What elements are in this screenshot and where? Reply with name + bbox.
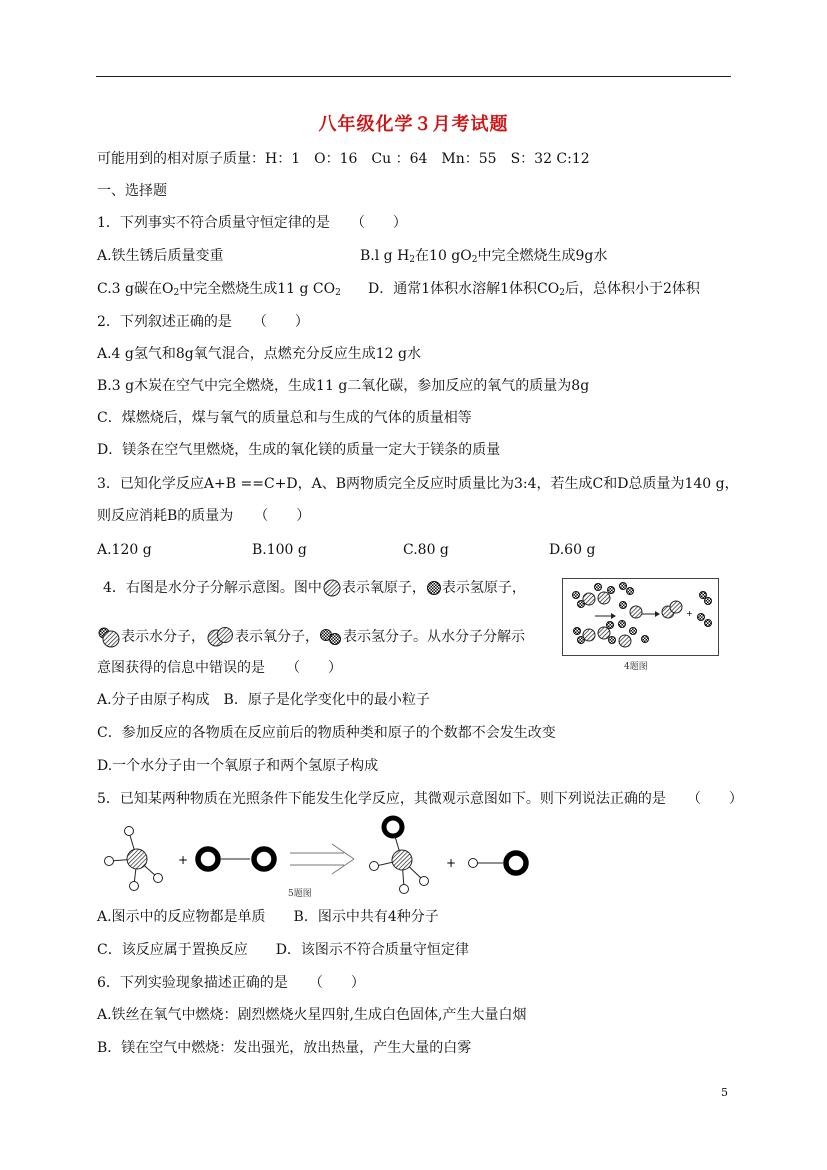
page-number: 5 <box>721 1086 728 1099</box>
q1-option-a: A.铁生锈后质量变重 <box>97 248 224 264</box>
q1-option-d: D．通常1体积水溶解1体积$CO_2$后，总体积小于2体积 <box>368 281 700 298</box>
plus-sign: + <box>178 853 189 867</box>
q3-option-a: A.120 g <box>97 542 152 558</box>
q3-option-b: B.100 g <box>252 542 307 558</box>
q4-stem-line3: 意图获得的信息中错误的是 （ ） <box>97 660 342 676</box>
page-title: 八年级化学３月考试题 <box>318 114 509 135</box>
q1-stem: 1．下列事实不符合质量守恒定律的是 （ ） <box>97 215 407 231</box>
q1-option-b: B.l g $H_2$在10 $gO_2$中完全燃烧生成9g水 <box>360 248 608 265</box>
q5-stem: 5．已知某两种物质在光照条件下能发生化学反应，其微观示意图如下。则下列说法正确的是 （ ） <box>97 791 743 807</box>
atomic-masses: 可能用到的相对原子质量：H：1 O：16 Cu ：64 Mn：55 S：32 C:12 <box>97 151 590 167</box>
q4-option-d: D.一个水分子由一个氧原子和两个氢原子构成 <box>97 758 379 774</box>
q2-option-d: D．镁条在空气里燃烧，生成的氧化镁的质量一定大于镁条的质量 <box>97 442 501 458</box>
section-heading: 一、选择题 <box>97 183 167 199</box>
hydrogen-molecule <box>700 592 712 605</box>
figure-4-diagram <box>563 579 718 655</box>
q3-stem-line1: 3．已知化学反应A+B ==C+D，A、B两物质完全反应时质量比为3:4，若生成C和D总质量为140 g， <box>97 476 739 492</box>
header-rule <box>96 76 731 77</box>
q4-option-c: C．参加反应的各物质在反应前后的物质种类和原子的个数都不会发生改变 <box>97 725 556 741</box>
q3-option-c: C.80 g <box>403 542 449 558</box>
figure-5-caption: 5题图 <box>288 889 312 899</box>
figure-4-caption: 4题图 <box>624 662 648 672</box>
arrow-icon <box>641 611 660 617</box>
reaction-arrow-icon <box>290 844 354 874</box>
figure-5-reaction-diagram <box>96 815 556 900</box>
q4-stem-line2: 表示水分子， 表示氧分子， 表示氢分子。从水分子分解示 <box>97 626 525 648</box>
hydrogen-molecule <box>698 614 712 627</box>
q4-options-ab: A.分子由原子构成 B．原子是化学变化中的最小粒子 <box>97 692 430 708</box>
water-molecule <box>598 622 616 644</box>
product-molecule-a <box>370 818 429 894</box>
q2-option-c: C．煤燃烧后，煤与氧气的质量总和与生成的气体的质量相等 <box>97 410 472 426</box>
water-molecule <box>595 584 615 605</box>
separated-atoms <box>619 583 649 648</box>
water-molecule-icon <box>97 626 121 648</box>
oxygen-atom-icon <box>322 579 342 597</box>
water-molecule <box>574 628 596 644</box>
arrow-icon <box>595 613 616 619</box>
q6-stem: 6．下列实验现象描述正确的是 （ ） <box>97 975 365 991</box>
q4-stem-line1: 4．右图是水分子分解示意图。图中 表示氧原子， 表示氢原子， <box>103 580 526 596</box>
oxygen-molecule <box>662 601 682 618</box>
q2-option-a: A.4 g氢气和8g氧气混合，点燃充分反应生成12 g水 <box>97 346 421 362</box>
q3-stem-line2: 则反应消耗B的质量为 （ ） <box>97 508 311 524</box>
product-molecule-b <box>469 853 527 873</box>
q3-option-d: D.60 g <box>549 542 596 558</box>
plus-sign: + <box>446 856 457 870</box>
oxygen-molecule-icon <box>205 627 235 647</box>
q5-options-cd: C．该反应属于置换反应 D．该图示不符合质量守恒定律 <box>97 942 469 958</box>
hydrogen-atom-icon <box>426 580 442 596</box>
q6-option-b: B．镁在空气中燃烧：发出强光，放出热量，产生大量的白雾 <box>97 1040 472 1056</box>
q2-option-b: B.3 g木炭在空气中完全燃烧，生成11 g二氧化碳，参加反应的氧气的质量为8g <box>97 378 590 394</box>
reactant-molecule-a <box>105 827 163 891</box>
water-molecule <box>573 592 596 608</box>
hydrogen-molecule-icon <box>319 628 343 646</box>
figure-4-water-decomposition <box>562 578 719 656</box>
plus-sign: + <box>686 609 693 618</box>
reactant-molecule-b <box>198 849 274 869</box>
q5-options-ab: A.图示中的反应物都是单质 B．图示中共有4种分子 <box>97 909 439 925</box>
q2-stem: 2．下列叙述正确的是 （ ） <box>97 314 309 330</box>
q1-option-c: C.3 g碳在$O_2$中完全燃烧生成11 g $CO_2$ <box>97 281 341 298</box>
q6-option-a: A.铁丝在氧气中燃烧：剧烈燃烧火星四射,生成白色固体,产生大量白烟 <box>97 1007 527 1023</box>
